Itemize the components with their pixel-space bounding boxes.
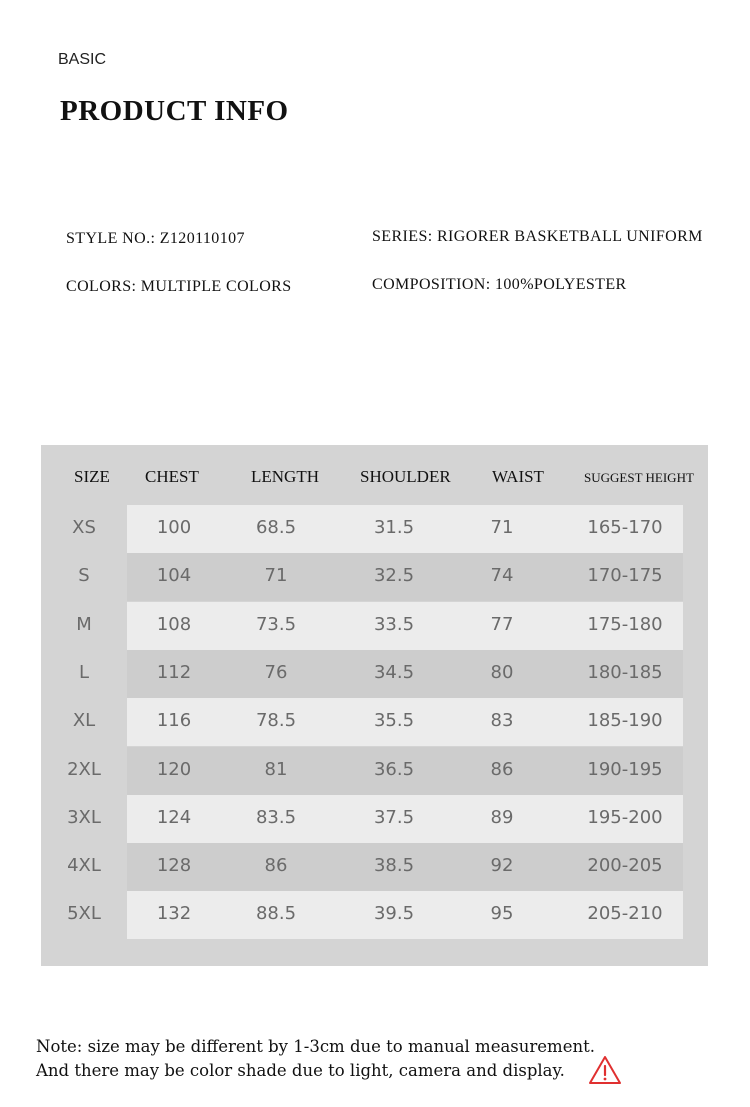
cell-waist: 71: [490, 517, 514, 538]
header-size: SIZE: [74, 467, 110, 486]
cell-shoulder: 32.5: [373, 565, 415, 587]
table-row: [41, 795, 708, 843]
series: SERIES: RIGORER BASKETBALL UNIFORM: [372, 228, 703, 245]
cell-size: 4XL: [67, 855, 101, 877]
section-kicker: BASIC: [58, 51, 107, 68]
cell-size: 3XL: [67, 806, 101, 828]
cell-waist: 74: [490, 565, 514, 587]
table-row: [41, 553, 708, 601]
cell-size: 5XL: [67, 903, 101, 925]
table-row: [41, 650, 708, 698]
style-number: STYLE NO.: Z120110107: [66, 230, 245, 247]
page-title: PRODUCT INFO: [60, 95, 289, 127]
cell-length: 68.5: [255, 517, 297, 538]
cell-shoulder: 31.5: [373, 517, 415, 538]
cell-length: 78.5: [255, 710, 297, 732]
cell-shoulder: 33.5: [373, 613, 415, 635]
composition: COMPOSITION: 100%POLYESTER: [372, 276, 627, 293]
cell-chest: 128: [156, 855, 192, 877]
cell-waist: 86: [490, 758, 514, 780]
cell-size: XS: [72, 517, 96, 538]
cell-height: 175-180: [587, 613, 663, 635]
cell-chest: 100: [156, 517, 192, 538]
warning-triangle-icon: [588, 1054, 622, 1086]
cell-chest: 116: [156, 710, 192, 732]
cell-height: 205-210: [587, 903, 663, 925]
cell-height: 200-205: [587, 855, 663, 877]
header-length: LENGTH: [251, 467, 319, 486]
cell-length: 83.5: [255, 806, 297, 828]
disclaimer-note: [36, 1035, 595, 1083]
header-shoulder: SHOULDER: [360, 467, 451, 486]
header-chest: CHEST: [145, 467, 199, 486]
cell-chest: 120: [156, 758, 192, 780]
cell-height: 165-170: [587, 517, 663, 538]
cell-length: 81: [264, 758, 288, 780]
cell-length: 88.5: [255, 903, 297, 925]
cell-waist: 92: [490, 855, 514, 877]
table-row: [41, 505, 708, 553]
cell-waist: 80: [490, 661, 514, 683]
header-waist: WAIST: [492, 467, 544, 486]
cell-length: 73.5: [255, 613, 297, 635]
cell-height: 180-185: [587, 661, 663, 683]
cell-chest: 112: [156, 661, 192, 683]
cell-waist: 89: [490, 806, 514, 828]
cell-length: 71: [264, 565, 288, 587]
colors-info: COLORS: MULTIPLE COLORS: [66, 278, 292, 295]
cell-shoulder: 37.5: [373, 806, 415, 828]
table-row: [41, 843, 708, 891]
table-row: [41, 891, 708, 939]
cell-chest: 108: [156, 613, 192, 635]
cell-shoulder: 35.5: [373, 710, 415, 732]
cell-shoulder: 39.5: [373, 903, 415, 925]
note-line-2: And there may be color shade due to light, camera and display.: [36, 1061, 565, 1080]
cell-size: L: [78, 661, 90, 683]
cell-shoulder: 34.5: [373, 661, 415, 683]
cell-chest: 132: [156, 903, 192, 925]
cell-height: 170-175: [587, 565, 663, 587]
size-chart: [41, 445, 708, 966]
cell-height: 195-200: [587, 806, 663, 828]
cell-size: M: [76, 613, 92, 635]
cell-waist: 95: [490, 903, 514, 925]
cell-length: 76: [264, 661, 288, 683]
cell-height: 190-195: [587, 758, 663, 780]
cell-size: 2XL: [67, 758, 101, 780]
cell-waist: 83: [490, 710, 514, 732]
cell-shoulder: 38.5: [373, 855, 415, 877]
note-line-1: Note: size may be different by 1-3cm due to manual measurement.: [36, 1037, 595, 1056]
cell-length: 86: [264, 855, 288, 877]
cell-shoulder: 36.5: [373, 758, 415, 780]
cell-size: S: [78, 565, 90, 587]
cell-size: XL: [72, 710, 96, 732]
header-suggest-height: SUGGEST HEIGHT: [584, 470, 694, 485]
cell-waist: 77: [490, 613, 514, 635]
cell-height: 185-190: [587, 710, 663, 732]
cell-chest: 124: [156, 806, 192, 828]
table-row: [41, 698, 708, 746]
table-row: [41, 602, 708, 650]
table-row: [41, 747, 708, 795]
cell-chest: 104: [156, 565, 192, 587]
